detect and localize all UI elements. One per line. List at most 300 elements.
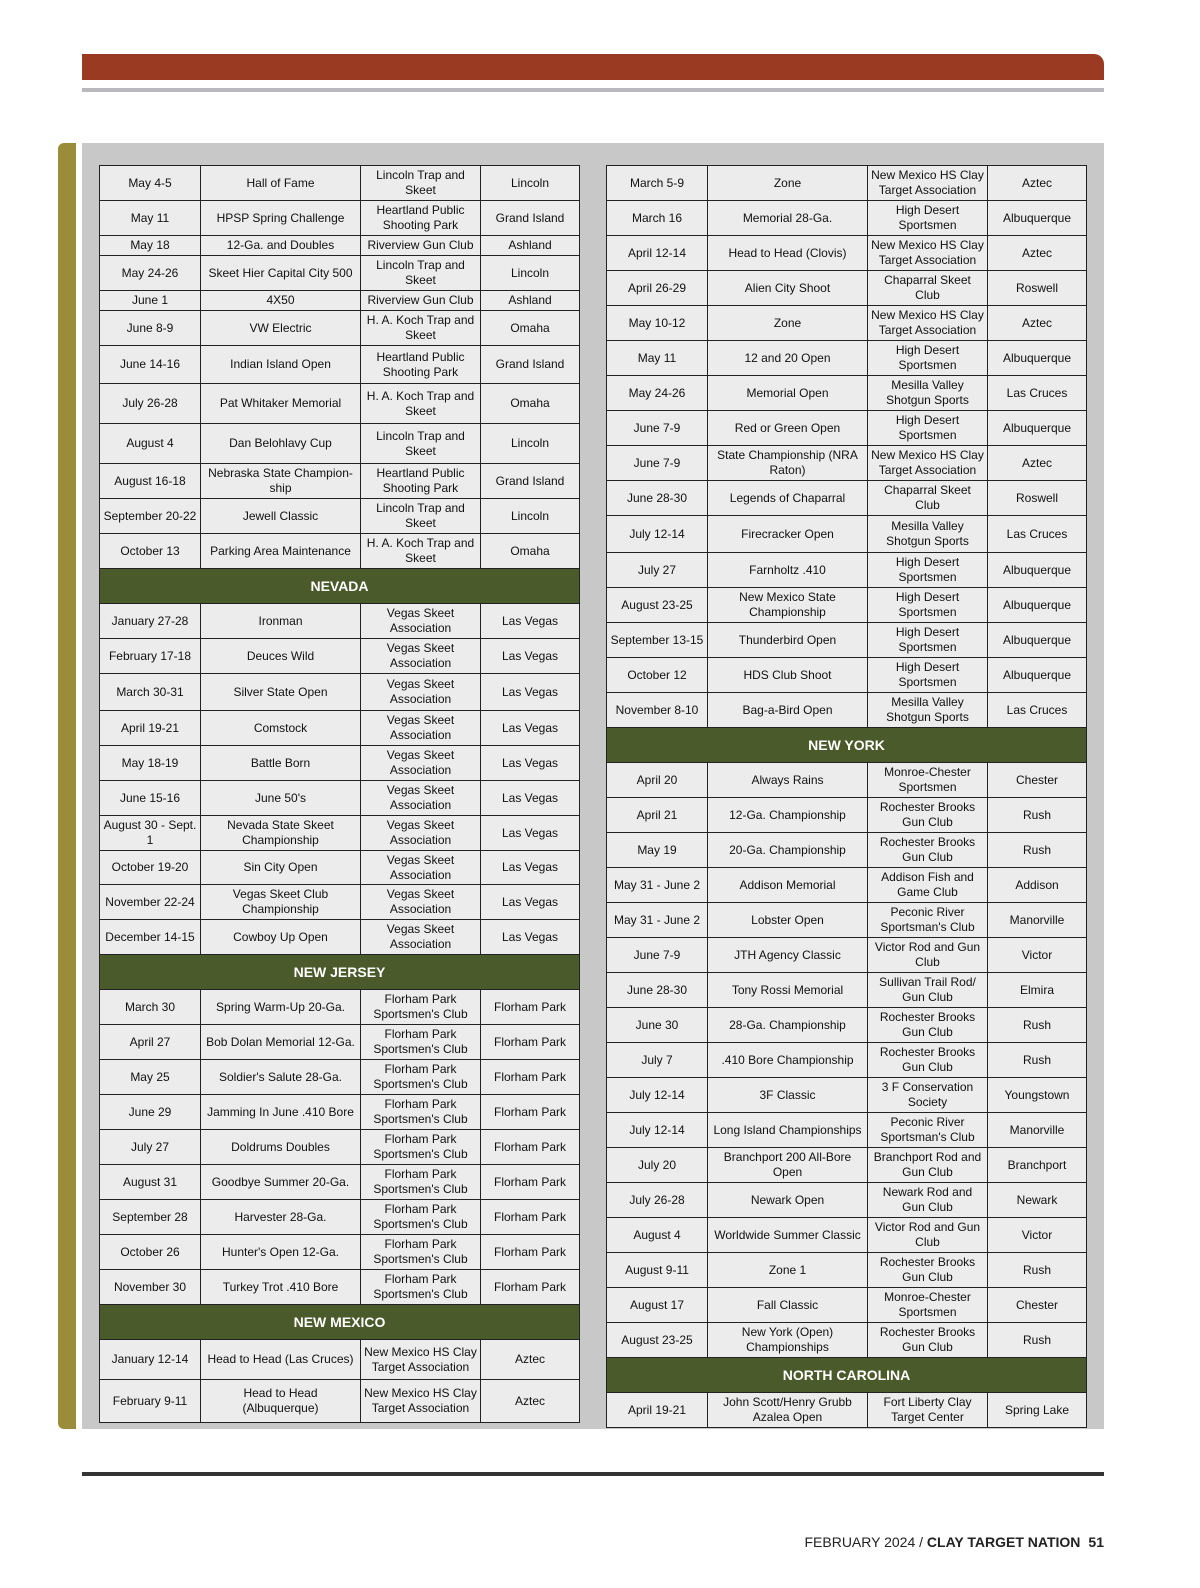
event-row [607, 693, 1087, 728]
event-name: Doldrums Doubles [201, 1130, 361, 1165]
event-dates: August 23-25 [607, 1323, 708, 1358]
event-name: Vegas Skeet Club Championship [201, 885, 361, 920]
event-club: Vegas Skeet Association [361, 711, 481, 746]
event-row [100, 674, 580, 711]
event-name: Branchport 200 All-Bore Open [708, 1148, 868, 1183]
event-club: Vegas Skeet Association [361, 851, 481, 885]
event-row [100, 639, 580, 674]
event-dates: November 8-10 [607, 693, 708, 728]
event-club: Vegas Skeet Association [361, 781, 481, 816]
event-club: Heartland Public Shooting Park [361, 464, 481, 499]
event-location: Las Vegas [481, 746, 580, 781]
event-dates: May 24-26 [100, 256, 201, 291]
event-name: Jamming In June .410 Bore [201, 1095, 361, 1130]
event-location: Roswell [988, 481, 1087, 516]
event-location: Victor [988, 938, 1087, 973]
event-location: Branchport [988, 1148, 1087, 1183]
event-location: Las Cruces [988, 693, 1087, 728]
event-dates: May 18 [100, 236, 201, 256]
event-dates: July 12-14 [607, 516, 708, 553]
event-row [607, 1288, 1087, 1323]
event-club: High Desert Sportsmen [868, 201, 988, 236]
event-row [607, 341, 1087, 376]
event-row [100, 464, 580, 499]
event-dates: August 17 [607, 1288, 708, 1323]
event-row [100, 1235, 580, 1270]
event-club: High Desert Sportsmen [868, 341, 988, 376]
footer-publication: CLAY TARGET NATION [926, 1534, 1081, 1550]
event-name: Hall of Fame [201, 166, 361, 201]
state-name: NEVADA [100, 569, 580, 604]
event-dates: July 27 [100, 1130, 201, 1165]
event-location: Albuquerque [988, 588, 1087, 623]
event-club: New Mexico HS Clay Target Association [868, 166, 988, 201]
event-location: Las Vegas [481, 639, 580, 674]
event-location: Florham Park [481, 1270, 580, 1305]
event-dates: May 31 - June 2 [607, 868, 708, 903]
event-name: Head to Head (Albuquerque) [201, 1380, 361, 1423]
event-location: Las Vegas [481, 711, 580, 746]
event-row [607, 376, 1087, 411]
event-location: Aztec [988, 236, 1087, 271]
event-row [607, 903, 1087, 938]
event-row [607, 973, 1087, 1008]
event-dates: June 7-9 [607, 446, 708, 481]
event-club: Vegas Skeet Association [361, 746, 481, 781]
event-name: Silver State Open [201, 674, 361, 711]
event-dates: September 13-15 [607, 623, 708, 658]
event-location: Rush [988, 1323, 1087, 1358]
event-location: Roswell [988, 271, 1087, 306]
event-club: Chaparral Skeet Club [868, 481, 988, 516]
event-location: Rush [988, 798, 1087, 833]
event-club: High Desert Sportsmen [868, 623, 988, 658]
state-name: NORTH CAROLINA [607, 1358, 1087, 1393]
event-row [607, 271, 1087, 306]
state-header-row [100, 1305, 580, 1340]
event-row [100, 534, 580, 569]
event-location: Aztec [481, 1380, 580, 1423]
event-dates: July 7 [607, 1043, 708, 1078]
event-club: Lincoln Trap and Skeet [361, 499, 481, 534]
event-row [100, 384, 580, 424]
event-dates: June 7-9 [607, 411, 708, 446]
event-name: Head to Head (Clovis) [708, 236, 868, 271]
event-club: High Desert Sportsmen [868, 588, 988, 623]
event-club: Florham Park Sportsmen's Club [361, 1270, 481, 1305]
event-name: Nevada State Skeet Championship [201, 816, 361, 851]
event-name: Harvester 28-Ga. [201, 1200, 361, 1235]
event-dates: April 21 [607, 798, 708, 833]
event-location: Rush [988, 1043, 1087, 1078]
event-row [100, 990, 580, 1025]
event-name: .410 Bore Championship [708, 1043, 868, 1078]
event-name: 12-Ga. and Doubles [201, 236, 361, 256]
event-club: Florham Park Sportsmen's Club [361, 1095, 481, 1130]
event-dates: November 22-24 [100, 885, 201, 920]
event-name: Pat Whitaker Memorial [201, 384, 361, 424]
event-location: Aztec [988, 166, 1087, 201]
event-row [100, 1130, 580, 1165]
event-name: Alien City Shoot [708, 271, 868, 306]
event-name: Skeet Hier Capital City 500 [201, 256, 361, 291]
event-dates: February 9-11 [100, 1380, 201, 1423]
event-club: Rochester Brooks Gun Club [868, 833, 988, 868]
event-name: Lobster Open [708, 903, 868, 938]
event-dates: July 26-28 [100, 384, 201, 424]
event-name: Zone 1 [708, 1253, 868, 1288]
event-row [607, 833, 1087, 868]
event-dates: June 7-9 [607, 938, 708, 973]
event-club: Chaparral Skeet Club [868, 271, 988, 306]
event-row [100, 1380, 580, 1423]
page-footer [804, 1534, 1104, 1550]
event-name: Hunter's Open 12-Ga. [201, 1235, 361, 1270]
event-row [100, 1165, 580, 1200]
event-dates: February 17-18 [100, 639, 201, 674]
event-club: Riverview Gun Club [361, 291, 481, 311]
event-dates: September 28 [100, 1200, 201, 1235]
event-row [607, 1043, 1087, 1078]
state-name: NEW YORK [607, 728, 1087, 763]
event-club: Newark Rod and Gun Club [868, 1183, 988, 1218]
event-dates: August 23-25 [607, 588, 708, 623]
state-header-row [100, 569, 580, 604]
event-club: Florham Park Sportsmen's Club [361, 1025, 481, 1060]
event-club: Florham Park Sportsmen's Club [361, 1130, 481, 1165]
event-dates: May 25 [100, 1060, 201, 1095]
event-club: Heartland Public Shooting Park [361, 346, 481, 384]
event-location: Youngstown [988, 1078, 1087, 1113]
event-name: Worldwide Summer Classic [708, 1218, 868, 1253]
event-row [607, 1218, 1087, 1253]
event-row [607, 481, 1087, 516]
event-dates: August 4 [607, 1218, 708, 1253]
event-dates: April 20 [607, 763, 708, 798]
event-club: Victor Rod and Gun Club [868, 938, 988, 973]
event-dates: May 24-26 [607, 376, 708, 411]
event-row [100, 851, 580, 885]
event-name: June 50's [201, 781, 361, 816]
event-name: Thunderbird Open [708, 623, 868, 658]
event-club: Rochester Brooks Gun Club [868, 798, 988, 833]
event-row [100, 166, 580, 201]
event-location: Addison [988, 868, 1087, 903]
event-club: High Desert Sportsmen [868, 658, 988, 693]
event-row [100, 885, 580, 920]
event-row [607, 1393, 1087, 1428]
event-name: John Scott/Henry Grubb Azalea Open [708, 1393, 868, 1428]
header-color-bar [82, 54, 1104, 80]
schedule-table-right [606, 165, 1087, 1428]
event-dates: July 27 [607, 553, 708, 588]
event-dates: May 18-19 [100, 746, 201, 781]
event-dates: September 20-22 [100, 499, 201, 534]
state-header-row [100, 955, 580, 990]
event-club: High Desert Sportsmen [868, 411, 988, 446]
event-location: Rush [988, 1253, 1087, 1288]
event-row [607, 411, 1087, 446]
event-dates: August 30 - Sept. 1 [100, 816, 201, 851]
event-name: Goodbye Summer 20-Ga. [201, 1165, 361, 1200]
event-location: Florham Park [481, 1095, 580, 1130]
event-row [607, 763, 1087, 798]
event-dates: August 16-18 [100, 464, 201, 499]
event-location: Albuquerque [988, 623, 1087, 658]
event-location: Las Vegas [481, 816, 580, 851]
event-club: Sullivan Trail Rod/ Gun Club [868, 973, 988, 1008]
event-club: Rochester Brooks Gun Club [868, 1008, 988, 1043]
event-club: Vegas Skeet Association [361, 920, 481, 955]
event-club: Florham Park Sportsmen's Club [361, 1165, 481, 1200]
event-dates: June 8-9 [100, 311, 201, 346]
event-name: 3F Classic [708, 1078, 868, 1113]
event-club: New Mexico HS Clay Target Association [868, 446, 988, 481]
event-location: Aztec [988, 306, 1087, 341]
event-row [607, 236, 1087, 271]
event-name: Comstock [201, 711, 361, 746]
event-location: Las Cruces [988, 516, 1087, 553]
event-club: Vegas Skeet Association [361, 885, 481, 920]
event-dates: April 19-21 [607, 1393, 708, 1428]
event-dates: October 13 [100, 534, 201, 569]
event-dates: July 20 [607, 1148, 708, 1183]
event-location: Chester [988, 1288, 1087, 1323]
event-name: Battle Born [201, 746, 361, 781]
event-name: Deuces Wild [201, 639, 361, 674]
event-row [607, 658, 1087, 693]
event-club: Florham Park Sportsmen's Club [361, 1200, 481, 1235]
event-name: 28-Ga. Championship [708, 1008, 868, 1043]
event-club: Vegas Skeet Association [361, 639, 481, 674]
event-name: Bag-a-Bird Open [708, 693, 868, 728]
event-location: Albuquerque [988, 201, 1087, 236]
event-location: Chester [988, 763, 1087, 798]
event-club: High Desert Sportsmen [868, 553, 988, 588]
event-name: Head to Head (Las Cruces) [201, 1340, 361, 1380]
event-dates: August 4 [100, 424, 201, 464]
event-row [607, 588, 1087, 623]
event-club: Lincoln Trap and Skeet [361, 256, 481, 291]
event-location: Las Vegas [481, 885, 580, 920]
event-name: Memorial Open [708, 376, 868, 411]
event-club: New Mexico HS Clay Target Association [868, 236, 988, 271]
event-dates: January 12-14 [100, 1340, 201, 1380]
event-dates: July 12-14 [607, 1078, 708, 1113]
event-dates: April 27 [100, 1025, 201, 1060]
event-location: Florham Park [481, 1165, 580, 1200]
event-club: Rochester Brooks Gun Club [868, 1323, 988, 1358]
event-dates: June 30 [607, 1008, 708, 1043]
event-dates: April 26-29 [607, 271, 708, 306]
event-name: Always Rains [708, 763, 868, 798]
event-dates: June 15-16 [100, 781, 201, 816]
event-row [100, 256, 580, 291]
event-location: Albuquerque [988, 553, 1087, 588]
event-name: 12 and 20 Open [708, 341, 868, 376]
event-name: HPSP Spring Challenge [201, 201, 361, 236]
state-name: NEW MEXICO [100, 1305, 580, 1340]
event-club: Florham Park Sportsmen's Club [361, 990, 481, 1025]
event-name: Jewell Classic [201, 499, 361, 534]
event-location: Rush [988, 833, 1087, 868]
event-name: 20-Ga. Championship [708, 833, 868, 868]
event-row [607, 1323, 1087, 1358]
event-dates: January 27-28 [100, 604, 201, 639]
event-row [100, 424, 580, 464]
event-row [607, 516, 1087, 553]
event-dates: July 26-28 [607, 1183, 708, 1218]
event-row [100, 604, 580, 639]
event-location: Newark [988, 1183, 1087, 1218]
event-name: New York (Open) Championships [708, 1323, 868, 1358]
event-club: Victor Rod and Gun Club [868, 1218, 988, 1253]
event-location: Aztec [988, 446, 1087, 481]
event-row [607, 1078, 1087, 1113]
event-dates: May 11 [100, 201, 201, 236]
event-dates: March 30 [100, 990, 201, 1025]
event-dates: May 10-12 [607, 306, 708, 341]
event-club: Rochester Brooks Gun Club [868, 1043, 988, 1078]
event-name: Soldier's Salute 28-Ga. [201, 1060, 361, 1095]
event-name: Farnholtz .410 [708, 553, 868, 588]
event-row [100, 311, 580, 346]
event-name: Bob Dolan Memorial 12-Ga. [201, 1025, 361, 1060]
event-location: Lincoln [481, 256, 580, 291]
event-row [607, 1148, 1087, 1183]
state-header-row [607, 1358, 1087, 1393]
event-club: Lincoln Trap and Skeet [361, 424, 481, 464]
event-club: Mesilla Valley Shotgun Sports [868, 693, 988, 728]
event-dates: March 5-9 [607, 166, 708, 201]
event-location: Las Vegas [481, 674, 580, 711]
event-dates: November 30 [100, 1270, 201, 1305]
event-name: HDS Club Shoot [708, 658, 868, 693]
event-location: Elmira [988, 973, 1087, 1008]
event-row [100, 201, 580, 236]
event-row [100, 291, 580, 311]
event-row [607, 166, 1087, 201]
event-row [607, 798, 1087, 833]
state-header-row [607, 728, 1087, 763]
event-dates: March 16 [607, 201, 708, 236]
side-accent-bar [58, 143, 76, 1429]
event-name: Long Island Championships [708, 1113, 868, 1148]
event-location: Albuquerque [988, 658, 1087, 693]
event-name: Legends of Chaparral [708, 481, 868, 516]
event-location: Omaha [481, 534, 580, 569]
event-location: Lincoln [481, 424, 580, 464]
event-location: Albuquerque [988, 411, 1087, 446]
event-location: Florham Park [481, 1200, 580, 1235]
event-dates: June 1 [100, 291, 201, 311]
event-club: Peconic River Sportsman's Club [868, 1113, 988, 1148]
event-club: Vegas Skeet Association [361, 816, 481, 851]
event-name: Memorial 28-Ga. [708, 201, 868, 236]
event-dates: August 9-11 [607, 1253, 708, 1288]
event-dates: October 26 [100, 1235, 201, 1270]
event-club: Mesilla Valley Shotgun Sports [868, 376, 988, 411]
event-club: New Mexico HS Clay Target Association [868, 306, 988, 341]
event-location: Florham Park [481, 1025, 580, 1060]
event-dates: October 19-20 [100, 851, 201, 885]
event-club: Fort Liberty Clay Target Center [868, 1393, 988, 1428]
event-name: Indian Island Open [201, 346, 361, 384]
event-row [100, 920, 580, 955]
event-row [607, 1113, 1087, 1148]
event-club: H. A. Koch Trap and Skeet [361, 311, 481, 346]
event-club: Addison Fish and Game Club [868, 868, 988, 903]
event-location: Las Vegas [481, 604, 580, 639]
event-location: Omaha [481, 311, 580, 346]
event-row [100, 746, 580, 781]
event-club: Florham Park Sportsmen's Club [361, 1060, 481, 1095]
event-name: State Championship (NRA Raton) [708, 446, 868, 481]
event-location: Las Vegas [481, 781, 580, 816]
event-location: Florham Park [481, 1060, 580, 1095]
event-dates: December 14-15 [100, 920, 201, 955]
event-row [100, 1095, 580, 1130]
event-location: Omaha [481, 384, 580, 424]
event-club: H. A. Koch Trap and Skeet [361, 384, 481, 424]
page-number: 51 [1088, 1534, 1104, 1550]
event-club: Florham Park Sportsmen's Club [361, 1235, 481, 1270]
event-dates: May 4-5 [100, 166, 201, 201]
event-club: Peconic River Sportsman's Club [868, 903, 988, 938]
event-location: Manorville [988, 1113, 1087, 1148]
event-row [100, 1340, 580, 1380]
event-dates: April 12-14 [607, 236, 708, 271]
event-name: Spring Warm-Up 20-Ga. [201, 990, 361, 1025]
event-dates: May 31 - June 2 [607, 903, 708, 938]
event-row [100, 816, 580, 851]
event-row [607, 446, 1087, 481]
event-name: Dan Belohlavy Cup [201, 424, 361, 464]
event-location: Florham Park [481, 990, 580, 1025]
event-name: Tony Rossi Memorial [708, 973, 868, 1008]
event-row [100, 1200, 580, 1235]
event-location: Ashland [481, 291, 580, 311]
event-club: New Mexico HS Clay Target Association [361, 1340, 481, 1380]
event-row [607, 1253, 1087, 1288]
event-dates: June 29 [100, 1095, 201, 1130]
event-club: Monroe-Chester Sportsmen [868, 763, 988, 798]
event-dates: April 19-21 [100, 711, 201, 746]
event-row [100, 499, 580, 534]
event-name: Sin City Open [201, 851, 361, 885]
event-row [607, 868, 1087, 903]
event-name: Zone [708, 166, 868, 201]
event-name: Firecracker Open [708, 516, 868, 553]
event-name: Nebraska State Champion- ship [201, 464, 361, 499]
event-name: Ironman [201, 604, 361, 639]
event-club: Monroe-Chester Sportsmen [868, 1288, 988, 1323]
event-name: Zone [708, 306, 868, 341]
event-dates: June 28-30 [607, 481, 708, 516]
event-dates: June 14-16 [100, 346, 201, 384]
event-row [607, 201, 1087, 236]
footer-issue: FEBRUARY 2024 / [804, 1534, 927, 1550]
event-name: Turkey Trot .410 Bore [201, 1270, 361, 1305]
event-dates: August 31 [100, 1165, 201, 1200]
event-name: Newark Open [708, 1183, 868, 1218]
event-row [100, 1025, 580, 1060]
event-location: Manorville [988, 903, 1087, 938]
event-row [100, 711, 580, 746]
event-location: Las Vegas [481, 920, 580, 955]
event-location: Florham Park [481, 1235, 580, 1270]
event-location: Grand Island [481, 346, 580, 384]
